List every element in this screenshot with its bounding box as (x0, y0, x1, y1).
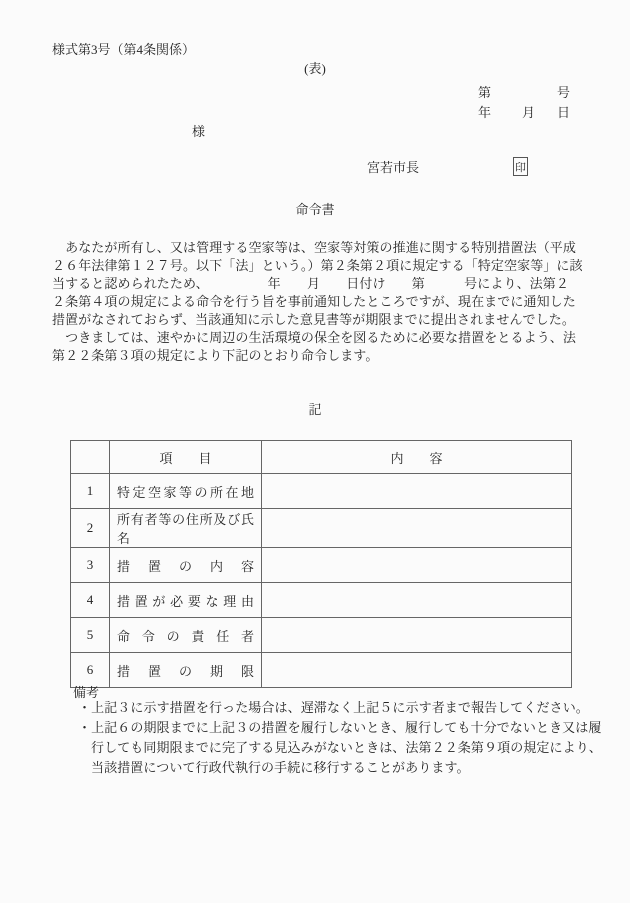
remarks-list (78, 698, 602, 778)
table-row (71, 653, 572, 688)
body-line: 措置がなされておらず、当該通知に示した意見書等が期限までに提出されませんでした。 (52, 312, 575, 327)
remarks-label: 備考 (73, 685, 100, 700)
body-line: つきましては、速やかに周辺の生活環境の保全を図るために必要な措置をとるよう、法 (52, 330, 577, 345)
seal-mark: 印 (515, 161, 526, 174)
table-row (71, 583, 572, 618)
header-no-cell (71, 441, 110, 474)
row-number: 1 (71, 474, 110, 509)
body-line: あなたが所有し、又は管理する空家等は、空家等対策の推進に関する特別措置法（平成 (52, 240, 577, 255)
row-number: 3 (71, 548, 110, 583)
remark-item-line: ・上記３に示す措置を行った場合は、遅滞なく上記５に示す者まで報告してください。 (78, 700, 589, 715)
body-paragraph (52, 239, 592, 365)
remark-item-line: 当該措置について行政代執行の手続に移行することがあります。 (91, 760, 470, 775)
issuer-title: 宮若市長 (367, 160, 420, 175)
row-content-cell (262, 474, 572, 509)
body-line: ２条第４項の規定による命令を行う旨を事前通知したところですが、現在までに通知した (52, 294, 576, 309)
addressee-suffix: 様 (192, 124, 206, 139)
table-row (71, 474, 572, 509)
date-month-label: 月 (522, 105, 536, 120)
row-content-cell (262, 653, 572, 688)
header-item-cell: 項 目 (110, 441, 262, 474)
doc-number-prefix: 第 (478, 85, 492, 100)
row-number: 2 (71, 509, 110, 548)
row-item-label: 所有者等の住所及び氏名 (117, 512, 254, 546)
date-day-label: 日 (557, 105, 571, 120)
row-item-label: 措置が必要な理由 (117, 593, 254, 609)
row-number: 5 (71, 618, 110, 653)
row-item-label: 措置の期限 (117, 663, 254, 679)
body-line: 第２２条第３項の規定により下記のとおり命令します。 (52, 348, 379, 363)
row-content-cell (262, 583, 572, 618)
form-number: 様式第3号（第4条関係） (52, 42, 196, 57)
body-line: ２６年法律第１２７号。以下「法」という。）第２条第２項に規定する「特定空家等」に該 (52, 258, 583, 273)
ki-label: 記 (308, 402, 322, 417)
seal-box (513, 157, 528, 176)
row-item-label: 特定空家等の所在地 (117, 484, 254, 500)
header-content-cell: 内 容 (262, 441, 572, 474)
order-items-table (70, 440, 572, 688)
row-item-label: 措置の内容 (117, 558, 254, 574)
row-item-label: 命令の責任者 (117, 628, 254, 644)
remark-item-line: 行しても同期限までに完了する見込みがないときは、法第２２条第９項の規定により、 (91, 740, 602, 755)
table-row (71, 618, 572, 653)
row-number: 4 (71, 583, 110, 618)
row-number: 6 (71, 653, 110, 688)
row-content-cell (262, 618, 572, 653)
table-row (71, 509, 572, 548)
doc-number-suffix: 号 (557, 85, 571, 100)
remark-item-line: ・上記６の期限までに上記３の措置を履行しないとき、履行しても十分でないとき又は履 (78, 720, 602, 735)
table-header-row (71, 441, 572, 474)
table-row (71, 548, 572, 583)
date-year-label: 年 (478, 105, 492, 120)
body-line: 当すると認められたため、 年 月 日付け 第 号により、法第２ (52, 276, 569, 291)
row-content-cell (262, 548, 572, 583)
row-content-cell (262, 509, 572, 548)
face-label: (表) (304, 61, 326, 76)
document-title: 命令書 (295, 202, 335, 217)
